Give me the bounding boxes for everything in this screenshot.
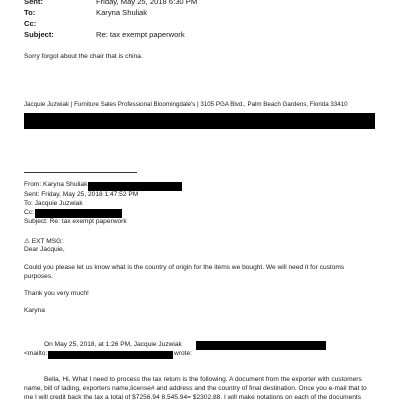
sent-value: Friday, May 25, 2018 6:30 PM <box>96 0 198 6</box>
body-text: Sorry forgot about the chair that is china. <box>24 53 143 60</box>
quoted-sent: Sent: Friday, May 25, 2018 1:47:52 PM <box>24 191 139 198</box>
reply-paragraph-line: name, bill of lading, exporters name,license# and address and the country of final destination. Once you e-mail that to <box>24 385 367 392</box>
reply-paragraph-line: me I will credit back the tax a total of $7256.94 8.545.94= $2302.88. I will make notations on each of the documents <box>24 394 362 400</box>
quoted-from: From: Karyna Shuliak <box>24 181 88 188</box>
ext-msg-label: EXT MSG: <box>31 238 64 245</box>
warning-icon: ⚠ <box>24 238 30 245</box>
quote-separator <box>24 172 137 173</box>
quoted-name: Karyna <box>24 307 45 314</box>
to-value: Karyna Shuliak <box>96 8 148 17</box>
reply-mailto: <mailto: <box>24 350 48 357</box>
ext-msg-tag <box>24 237 63 245</box>
sent-label: Sent: <box>24 0 43 6</box>
redaction-bar <box>24 113 375 129</box>
quoted-greeting: Dear Jacquie, <box>24 246 65 253</box>
redaction-bar <box>35 209 122 218</box>
redaction-bar <box>48 351 173 359</box>
subject-label: Subject: <box>24 30 54 39</box>
cc-label: Cc: <box>24 19 37 28</box>
quoted-subject: Subject: Re: tax exempt paperwork <box>24 218 127 225</box>
reply-paragraph-line: Bella, Hi, What I need to process the tax return is the following. A document from the exporter with customers <box>44 376 362 383</box>
quoted-paragraph-line: purposes. <box>24 273 53 280</box>
reply-wrote: wrote: <box>174 350 192 357</box>
signature-line: Jacquie Juzwiak | Furniture Sales Professional Bloomingdale's | 3105 PGA Blvd., Palm Beach Gardens, Florida 33410 <box>24 101 348 108</box>
to-label: To: <box>24 8 36 17</box>
quoted-cc: Cc: <box>24 209 34 216</box>
redaction-bar <box>196 341 326 350</box>
quoted-paragraph-line: Could you please let us know what is the country of origin for the items we bought. We will need it for customs <box>24 264 345 271</box>
redaction-bar <box>88 182 182 191</box>
quoted-to: To: Jacquie Juzwiak <box>24 200 83 207</box>
reply-on-line: On May 25, 2018, at 1:26 PM, Jacquie Juzwiak <box>44 341 182 348</box>
quoted-thanks: Thank you very much! <box>24 290 89 297</box>
subject-value: Re: tax exempt paperwork <box>96 30 185 39</box>
